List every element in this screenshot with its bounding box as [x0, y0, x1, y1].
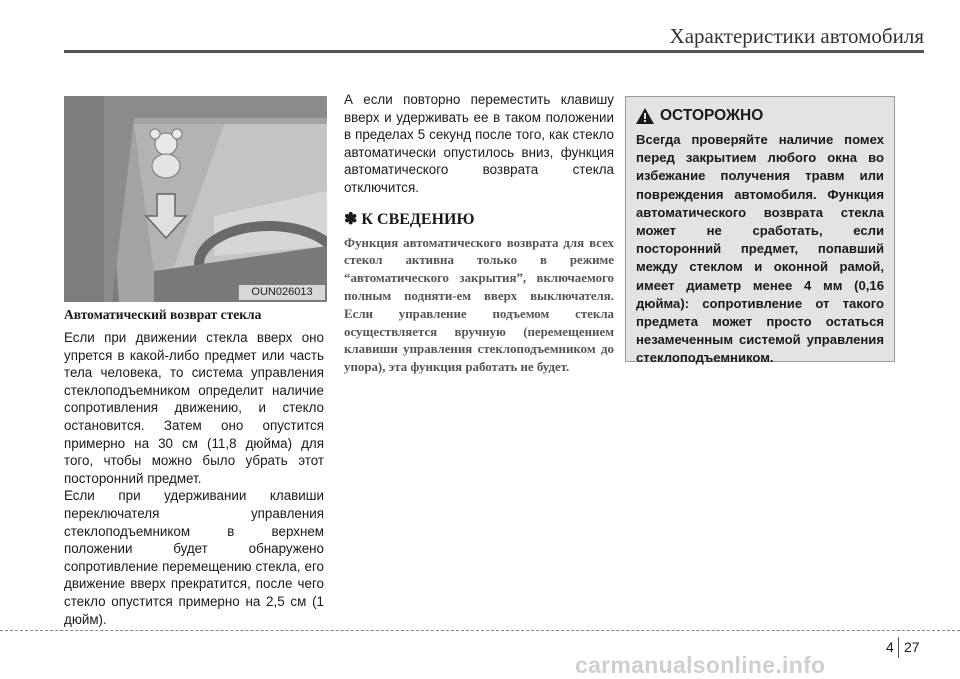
paragraph: Если при удерживании клавиши переключателя управления стеклоподъемником в верхнем положении будет обнаружено сопротивление перемещению стекла, его движение вверх прекратится, после чего стекло опустится примерно на 2,5 см (1 дюйм).	[64, 488, 324, 627]
footer-rule	[0, 630, 960, 631]
watermark: carmanualsonline.info	[575, 652, 826, 678]
section-caption: Автоматический возврат стекла	[64, 307, 262, 322]
warning-body: Всегда проверяйте наличие помех перед закрытием любого окна во избежание получения травм или повреждения автомобиля. Функция автоматического возврата стекла может не сработать, если посторонний предмет, попавший между стеклом и оконной рамой, имеет диаметр менее 4 мм (0,16 дюйма): сопротивление от такого предмета может просто остаться незамеченным системой управления стеклоподъемником.	[636, 132, 884, 366]
note-title: ✽ К СВЕДЕНИЮ	[344, 210, 475, 228]
middle-column	[344, 91, 614, 377]
warning-triangle-icon	[636, 108, 654, 124]
note-body: Функция автоматического возврата для всех стекол активна только в режиме “автоматического закрытия”, включаемого полным подняти-ем вверх выключателя. Если управление подъемом стекла осуществляется вручную (перемещением клавиши управления стеклоподъемником до упора), эта функция работать не будет.	[344, 235, 614, 375]
left-column	[64, 307, 324, 628]
window-illustration	[64, 96, 327, 302]
warning-heading	[636, 107, 884, 125]
warning-box	[625, 96, 895, 366]
header-rule	[64, 50, 924, 53]
page-header-title: Характеристики автомобиля	[669, 24, 924, 48]
section-number: 4	[886, 639, 894, 655]
page-number: 27	[904, 639, 920, 655]
warning-title: ОСТОРОЖНО	[660, 107, 764, 124]
paragraph: Если при движении стекла вверх оно упрется в какой-либо предмет или часть тела человека, то система управления стеклоподъемником определит наличие сопротивления движению, и стекло остановится. Затем оно опустится примерно на 30 см (11,8 дюйма) для того, чтобы можно было убрать этот посторонний предмет.	[64, 330, 324, 486]
paragraph: А если повторно переместить клавишу вверх и удерживать ее в таком положении в пределах 5 секунд после того, как стекло автоматически опустилось вниз, функция автоматического возврата стекла отключится.	[344, 92, 614, 195]
figure-code: OUN026013	[238, 285, 325, 300]
page-divider	[898, 637, 899, 658]
